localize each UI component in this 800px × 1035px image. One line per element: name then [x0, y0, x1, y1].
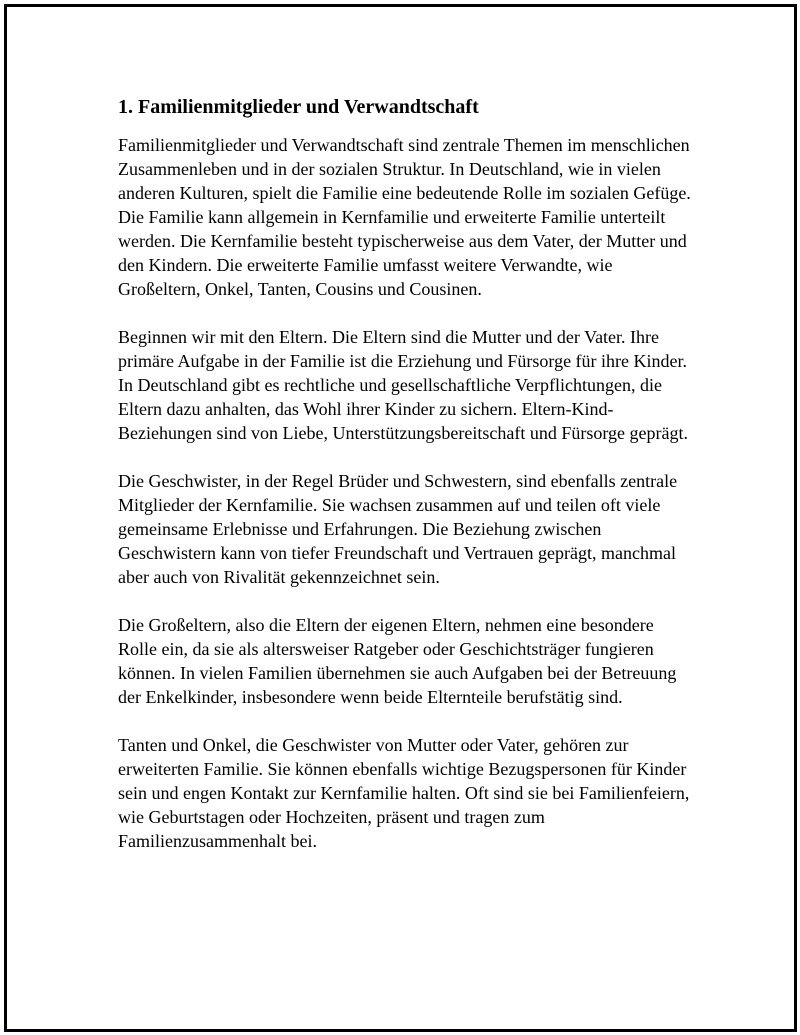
paragraph-siblings: Die Geschwister, in der Regel Brüder und Schwestern, sind ebenfalls zentrale Mitglieder der Kernfamilie. Sie wachsen zusammen auf und teilen oft viele gemeinsame Erlebnisse und Erfahrungen. Die Beziehung zwischen Geschwistern kann von tiefer Freundschaft und Vertrauen geprägt, manchmal aber auch von Rivalität gekennzeichnet sein.: [118, 471, 678, 587]
paragraph-family-overview: Familienmitglieder und Verwandtschaft sind zentrale Themen im menschlichen Zusammenleben und in der sozialen Struktur. In Deutschland, wie in vielen anderen Kulturen, spielt die Familie eine bedeutende Rolle im sozialen Gefüge. Die Familie kann allgemein in Kernfamilie und erweiterte Familie unterteilt werden. Die Kernfamilie besteht typischerweise aus dem Vater, der Mutter und den Kindern. Die erweiterte Familie umfasst weitere Verwandte, wie Großeltern, Onkel, Tanten, Cousins und Cousinen.: [118, 135, 691, 299]
section-heading: 1. Familienmitglieder und Verwandtschaft: [118, 96, 479, 118]
paragraph-parents: Beginnen wir mit den Eltern. Die Eltern sind die Mutter und der Vater. Ihre primäre Aufgabe in der Familie ist die Erziehung und Fürsorge für ihre Kinder. In Deutschland gibt es rechtliche und gesellschaftliche Verpflichtungen, die Eltern dazu anhalten, das Wohl ihrer Kinder zu sichern. Eltern-Kind-Beziehungen sind von Liebe, Unterstützungsbereitschaft und Fürsorge geprägt.: [118, 327, 689, 443]
paragraph-grandparents: Die Großeltern, also die Eltern der eigenen Eltern, nehmen eine besondere Rolle ein, da sie als altersweiser Ratgeber oder Geschichtsträger fungieren können. In vielen Familien übernehmen sie auch Aufgaben bei der Betreuung der Enkelkinder, insbesondere wenn beide Elternteile berufstätig sind.: [118, 615, 677, 707]
paragraph-aunts-uncles: Tanten und Onkel, die Geschwister von Mutter oder Vater, gehören zur erweiterten Familie. Sie können ebenfalls wichtige Bezugspersonen für Kinder sein und engen Kontakt zur Kernfamilie halten. Oft sind sie bei Familienfeiern, wie Geburtstagen oder Hochzeiten, präsent und tragen zum Familienzusammenhalt bei.: [118, 735, 690, 851]
document-body: [118, 94, 693, 877]
